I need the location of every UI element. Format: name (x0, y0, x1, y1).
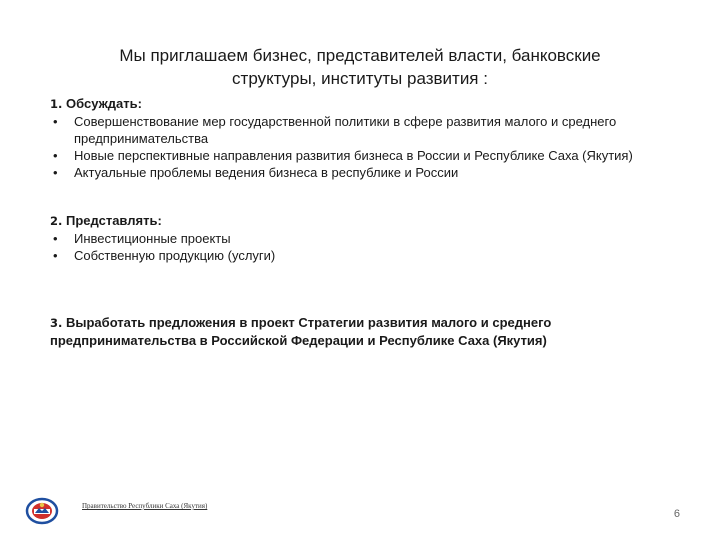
present-list (50, 230, 690, 264)
section-number: 2. (50, 214, 63, 228)
list-item-text: Собственную продукцию (услуги) (74, 248, 276, 263)
list-item (50, 147, 690, 164)
title-colon: : (478, 69, 488, 88)
section-number: 1. (50, 97, 63, 111)
list-item-text: Совершенствование мер государственной политики в сфере развития малого и среднего предпринимательства (74, 114, 617, 146)
title-line-2-text: структуры, институты развития (232, 69, 479, 88)
list-item (50, 164, 690, 181)
section-heading-text: Обсуждать: (66, 96, 142, 111)
section-discuss-heading (50, 95, 690, 113)
government-emblem-icon (25, 497, 59, 525)
section-present-heading (50, 212, 690, 230)
footer-organization: Правительство Республики Саха (Якутия) (82, 502, 208, 510)
section-strategy (50, 314, 650, 350)
list-item-text: Инвестиционные проекты (74, 231, 231, 246)
section-present (50, 212, 690, 264)
section-number: 3. (50, 316, 63, 330)
title-line-2 (40, 67, 680, 90)
section-discuss (50, 95, 690, 181)
bullet-icon: • (53, 114, 58, 129)
title-line-1: Мы приглашаем бизнес, представителей власти, банковские (119, 46, 601, 65)
section-heading-text: Представлять: (66, 213, 162, 228)
section-strategy-text: Выработать предложения в проект Стратегии развития малого и среднего предпринимательства в Российской Федерации и Республике Саха (Якутия) (50, 315, 552, 348)
list-item-text: Новые перспективные направления развития бизнеса в России и Республике Саха (Якутия) (74, 148, 633, 163)
list-item (50, 247, 690, 264)
discuss-list (50, 113, 690, 181)
bullet-icon: • (53, 148, 58, 163)
slide-title (40, 44, 680, 90)
list-item (50, 230, 690, 247)
list-item (50, 113, 690, 147)
bullet-icon: • (53, 248, 58, 263)
list-item-text: Актуальные проблемы ведения бизнеса в республике и России (74, 165, 459, 180)
bullet-icon: • (53, 165, 58, 180)
page-number: 6 (673, 508, 680, 520)
bullet-icon: • (53, 231, 58, 246)
